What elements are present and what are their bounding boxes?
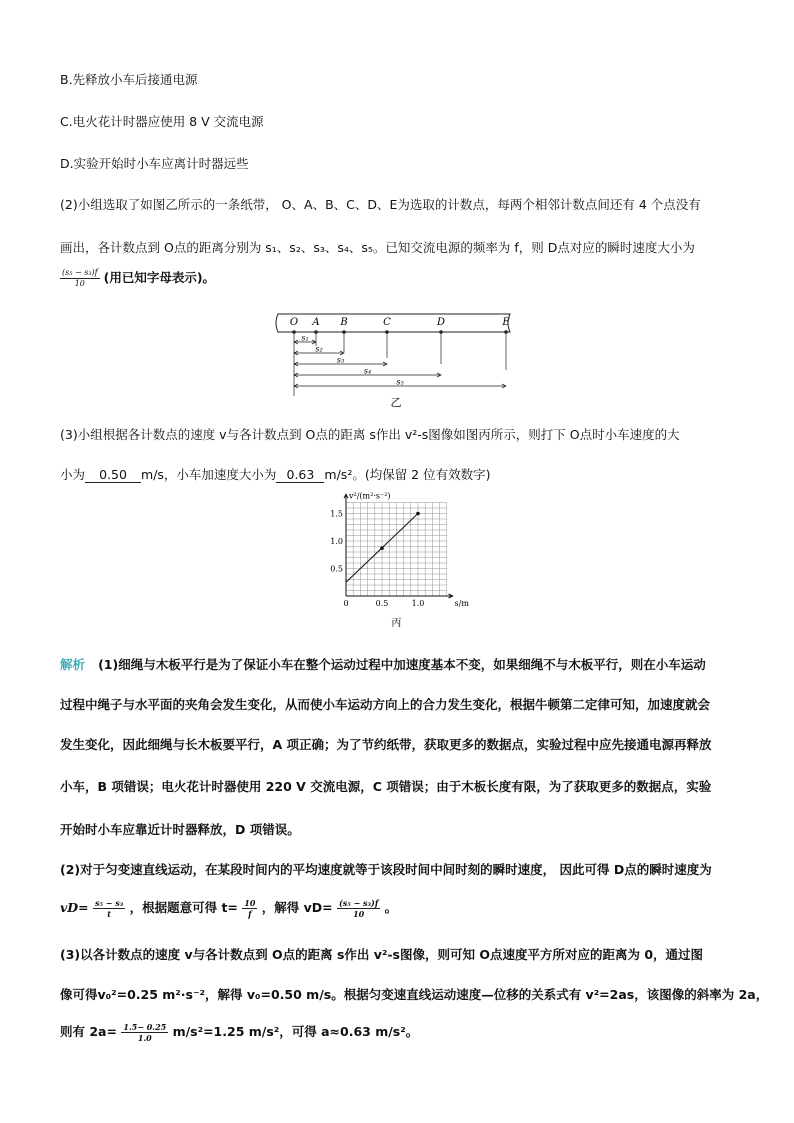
analysis-p1-l4: 小车，B 项错误；电火花计时器使用 220 V 交流电源，C 项错误；由于木板长度有限，为了获取更多的数据点，实验 xyxy=(60,779,712,794)
analysis-p3-l3: 则有 2a= $\frac{1.5- 0.25}{1.0}$ m/s²=1.25 m/s²，可得 a≈0.63 m/s²。 xyxy=(60,1022,419,1043)
analysis-p1-l2: 过程中绳子与水平面的夹角会发生变化，从而使小车运动方向上的合力发生变化，根据牛顿第二定律可知，加速度就会 xyxy=(60,697,711,712)
analysis-p1-l5: 开始时小车应靠近计时器释放，D 项错误。 xyxy=(60,822,300,837)
x-axis-label: s/m xyxy=(454,599,469,608)
tape-label-D: D xyxy=(436,317,446,328)
analysis-tag: 解析 xyxy=(60,657,86,672)
q2-answer: $\frac{\text{(s₅ − s₃)f}}{10}$ (用已知字母表示)。 xyxy=(62,268,216,288)
y-axis-label: v²/(m²·s⁻²) xyxy=(349,491,391,501)
tape-diagram xyxy=(270,308,520,408)
tape-label-C: C xyxy=(383,317,391,328)
origin-label: 0 xyxy=(343,599,349,608)
tape-label-O: O xyxy=(289,317,299,328)
y-tick-label: 0.5 xyxy=(330,564,343,574)
q3-line2: 小为 0.50 m/s，小车加速度大小为 0.63 m/s²。(均保留 2 位有效数字) xyxy=(60,467,491,482)
q3-line1: (3)小组根据各计数点的速度 v与各计数点到 O点的距离 s作出 v²-s图像如图丙所示，则打下 O点时小车速度的大 xyxy=(60,427,680,442)
analysis-p3-l1: (3)以各计数点的速度 v与各计数点到 O点的距离 s作出 v²-s图像，则可知 O点速度平方所对应的距离为 0，通过图 xyxy=(60,947,704,962)
option-c: C.电火花计时器应使用 8 V 交流电源 xyxy=(60,114,264,129)
distance-label-4: s₄ xyxy=(363,366,372,376)
distance-label-5: s₅ xyxy=(396,377,404,387)
data-point xyxy=(380,546,384,550)
blank-v0: 0.50 xyxy=(85,467,141,483)
distance-label-2: s₂ xyxy=(315,344,323,354)
tape-label-E: E xyxy=(502,317,510,328)
y-tick-label: 1.5 xyxy=(330,509,343,519)
q2-line1: (2)小组选取了如图乙所示的一条纸带， O、A、B、C、D、E为选取的计数点，每两个相邻计数点间还有 4 个点没有 xyxy=(60,197,701,212)
v2-s-graph xyxy=(318,491,478,641)
y-tick-label: 1.0 xyxy=(330,537,343,546)
tape-label-A: A xyxy=(312,317,320,328)
graph-caption: 丙 xyxy=(391,618,402,629)
analysis-p1-l1: 解析 (1)细绳与木板平行是为了保证小车在整个运动过程中加速度基本不变，如果细绳不与木板平行，则在小车运动 xyxy=(60,657,706,672)
q2-answer-fraction: $\frac{\text{(s₅ − s₃)f}}{10}$ xyxy=(62,268,98,288)
analysis-p2-l2: vD= $\frac{\text{s₅ − s₃}}{t}$ ，根据题意可得 t= $\frac{10}{f}$ ，解得 vD= $\frac{\text{(s₅ − s₃)f}}{10}$ 。 xyxy=(60,898,398,919)
option-d: D.实验开始时小车应离计时器远些 xyxy=(60,156,249,171)
distance-label-3: s₃ xyxy=(336,355,345,365)
q2-line2: 画出，各计数点到 O点的距离分别为 s₁、s₂、s₃、s₄、s₅。已知交流电源的频率为 f，则 D点对应的瞬时速度大小为 xyxy=(60,240,695,255)
blank-a: 0.63 xyxy=(276,467,324,483)
analysis-p1-l3: 发生变化，因此细绳与长木板要平行，A 项正确；为了节约纸带，获取更多的数据点，实验过程中应先接通电源再释放 xyxy=(60,737,712,752)
analysis-p2-l1: (2)对于匀变速直线运动，在某段时间内的平均速度就等于该段时间中间时刻的瞬时速度， 因此可得 D点的瞬时速度为 xyxy=(60,862,712,877)
analysis-p3-l2: 像可得v₀²=0.25 m²·s⁻²，解得 v₀=0.50 m/s。根据匀变速直线运动速度—位移的关系式有 v²=2as，该图像的斜率为 2a， xyxy=(60,987,769,1002)
x-tick-label: 1.0 xyxy=(411,599,425,608)
distance-label-1: s₁ xyxy=(301,333,309,343)
tape-label-B: B xyxy=(340,317,348,328)
option-b: B.先释放小车后接通电源 xyxy=(60,72,198,87)
x-tick-label: 0.5 xyxy=(375,599,389,608)
tape-caption: 乙 xyxy=(390,396,402,409)
data-point xyxy=(416,512,420,516)
